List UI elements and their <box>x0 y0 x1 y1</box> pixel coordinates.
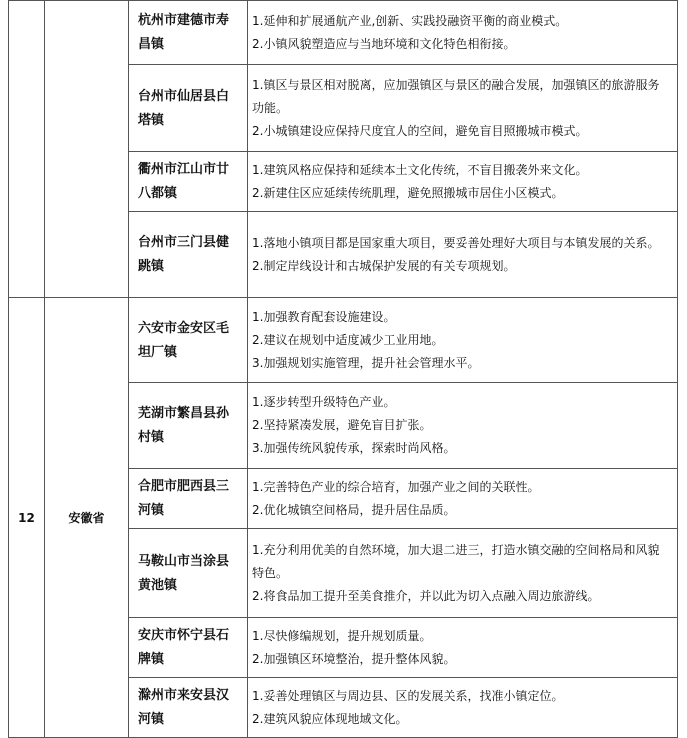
town-name: 滁州市来安县汉河镇 <box>129 678 248 738</box>
opinion-list <box>248 529 678 618</box>
opinion-item: 1.充分利用优美的自然环境，加大退二进三，打造水镇交融的空间格局和风貌特色。 <box>252 542 660 580</box>
opinion-list <box>248 298 678 383</box>
opinion-item: 2.建议在规划中适度减少工业用地。 <box>252 332 444 347</box>
opinion-list <box>248 65 678 152</box>
opinion-item: 1.延伸和扩展通航产业,创新、实践投融资平衡的商业模式。 <box>252 13 568 28</box>
opinion-item: 1.加强教育配套设施建设。 <box>252 309 396 324</box>
opinion-list <box>248 469 678 529</box>
opinion-item: 1.妥善处理镇区与周边县、区的发展关系，找准小镇定位。 <box>252 688 564 703</box>
opinion-item: 1.落地小镇项目都是国家重大项目，要妥善处理好大项目与本镇发展的关系。 <box>252 235 660 250</box>
opinion-item: 2.制定岸线设计和古城保护发展的有关专项规划。 <box>252 258 516 273</box>
opinion-item: 3.加强规划实施管理，提升社会管理水平。 <box>252 355 480 370</box>
opinion-list <box>248 1 678 65</box>
row-number: 12 <box>9 298 45 738</box>
opinion-item: 2.加强镇区环境整治，提升整体风貌。 <box>252 651 456 666</box>
row-number <box>9 1 45 298</box>
opinion-list <box>248 212 678 298</box>
town-name: 安庆市怀宁县石牌镇 <box>129 618 248 678</box>
province-name: 安徽省 <box>45 298 129 738</box>
table-row <box>9 1 678 65</box>
opinion-item: 2.小城镇建设应保持尺度宜人的空间，避免盲目照搬城市模式。 <box>252 123 588 138</box>
opinion-item: 2.新建住区应延续传统肌理，避免照搬城市居住小区模式。 <box>252 185 564 200</box>
opinion-item: 2.小镇风貌塑造应与当地环境和文化特色相衔接。 <box>252 36 516 51</box>
town-name: 芜湖市繁昌县孙村镇 <box>129 383 248 469</box>
opinion-item: 2.建筑风貌应体现地域文化。 <box>252 711 408 726</box>
opinion-item: 1.镇区与景区相对脱离，应加强镇区与景区的融合发展，加强镇区的旅游服务功能。 <box>252 77 660 115</box>
opinion-item: 2.坚持紧凑发展，避免盲目扩张。 <box>252 418 432 432</box>
opinion-list <box>248 152 678 212</box>
opinion-item: 2.优化城镇空间格局，提升居住品质。 <box>252 502 456 517</box>
opinion-item: 3.加强传统风貌传承，探索时尚风格。 <box>252 441 456 455</box>
town-name: 台州市仙居县白塔镇 <box>129 65 248 152</box>
table-row <box>9 298 678 383</box>
table-body <box>9 1 678 738</box>
town-name: 合肥市肥西县三河镇 <box>129 469 248 529</box>
town-name: 马鞍山市当涂县黄池镇 <box>129 529 248 618</box>
opinion-item: 1.建筑风格应保持和延续本土文化传统，不盲目搬袭外来文化。 <box>252 162 588 177</box>
opinion-list <box>248 678 678 738</box>
town-name: 衢州市江山市廿八都镇 <box>129 152 248 212</box>
opinion-item: 1.完善特色产业的综合培育，加强产业之间的关联性。 <box>252 479 540 494</box>
opinion-item: 1.尽快修编规划，提升规划质量。 <box>252 628 432 643</box>
town-name: 六安市金安区毛坦厂镇 <box>129 298 248 383</box>
opinion-list <box>248 383 678 469</box>
evaluation-table <box>8 0 678 738</box>
town-name: 台州市三门县健跳镇 <box>129 212 248 298</box>
province-name <box>45 1 129 298</box>
opinion-item: 2.将食品加工提升至美食推介，并以此为切入点融入周边旅游线。 <box>252 588 600 603</box>
opinion-list <box>248 618 678 678</box>
town-name: 杭州市建德市寿昌镇 <box>129 1 248 65</box>
opinion-item: 1.逐步转型升级特色产业。 <box>252 395 396 409</box>
